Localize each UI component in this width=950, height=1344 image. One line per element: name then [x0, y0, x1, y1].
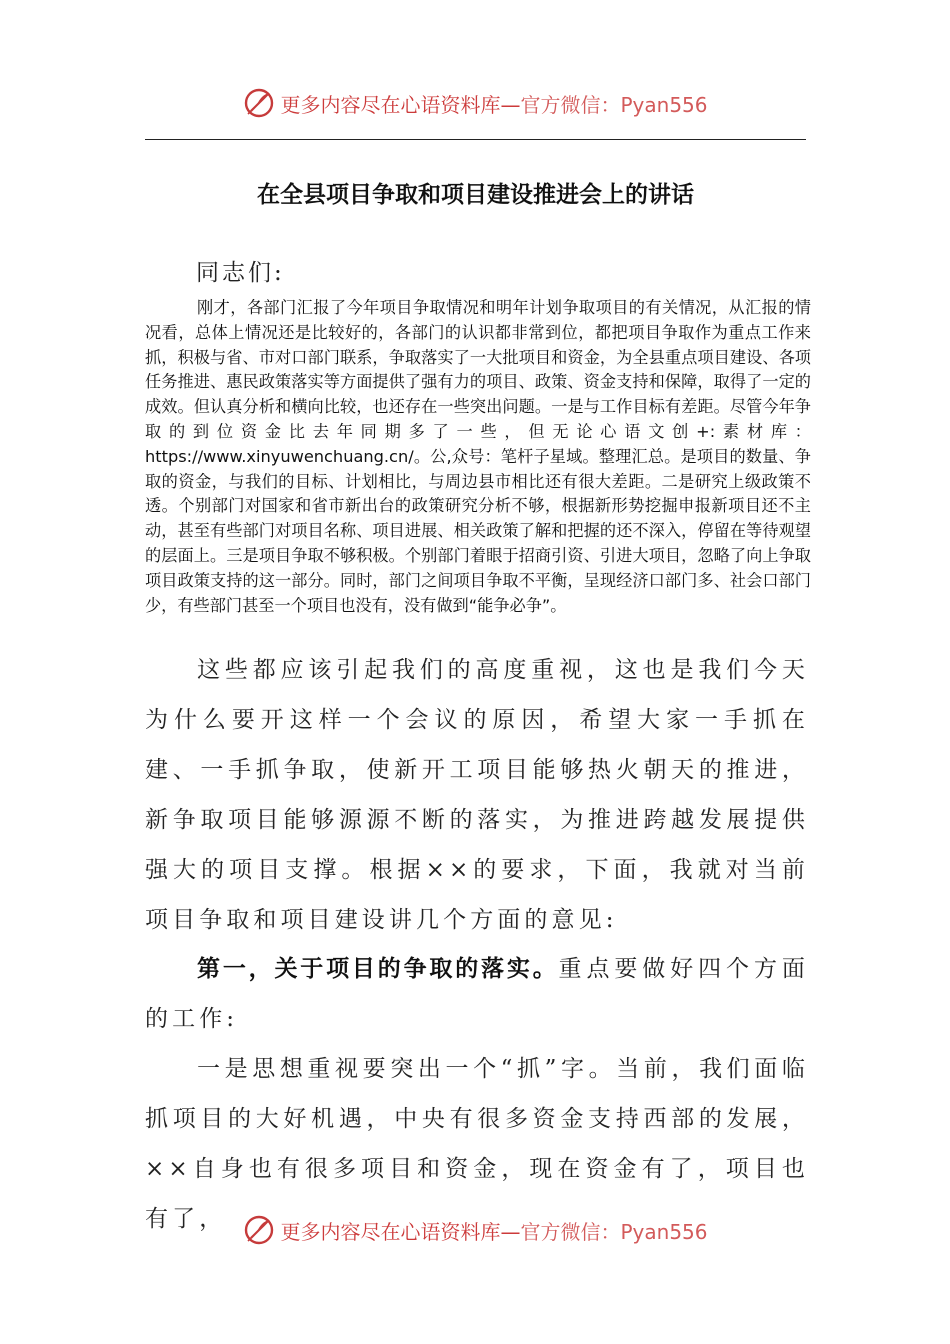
- section-heading: 第一，关于项目的争取的落实。: [197, 956, 559, 982]
- paragraph-3: 一是思想重视要突出一个“抓”字。当前，我们面临抓项目的大好机遇，中央有很多资金支持西部的发展，××自身也有很多项目和资金，现在资金有了，项目也有了，: [145, 1056, 809, 1232]
- watermark-text: 更多内容尽在心语资料库—官方微信：Pyan556: [280, 92, 708, 117]
- header-rule: [145, 139, 806, 140]
- paragraph-2: [145, 944, 809, 1044]
- paragraph-dense: 刚才，各部门汇报了今年项目争取情况和明年计划争取项目的有关情况，从汇报的情况看，总体上情况还是比较好的，各部门的认识都非常到位，都把项目争取作为重点工作来抓，积极与省、市对口部门联系，争取落实了一大批项目和资金，为全县重点项目建设、各项任务推进、惠民政策落实等方面提供了强有力的项目、政策、资金支持和保障，取得了一定的成效。但认真分析和横向比较，也还存在一些突出问题。一是与工作目标有差距。尽管今年争取的到位资金比去年同期多了一些，但无论心语文创+:素材库：https://www.xinyuwenchuang.cn/。公,众号：笔杆子星域。整理汇总。是项目的数量、争取的资金，与我们的目标、计划相比，与周边县市相比还有很大差距。二是研究上级政策不透。个别部门对国家和省市新出台的政策研究分析不够，根据新形势挖掘申报新项目还不主动，甚至有些部门对项目名称、项目进展、相关政策了解和把握的还不深入，停留在等待观望的层面上。三是项目争取不够积极。个别部门着眼于招商引资、引进大项目，忽略了向上争取项目政策支持的这一部分。同时，部门之间项目争取不平衡，呈现经济口部门多、社会口部门少，有些部门甚至一个项目也没有，没有做到“能争必争”。: [145, 298, 811, 615]
- greeting: 同志们:: [196, 260, 285, 286]
- quill-logo-icon: [242, 86, 276, 120]
- section-heading-rest: 重点要做好四个方面的工作:: [145, 956, 809, 1032]
- watermark-text: 更多内容尽在心语资料库—官方微信：Pyan556: [280, 1219, 708, 1244]
- quill-logo-icon: [242, 1213, 276, 1247]
- watermark-banner-top: [0, 83, 950, 123]
- document-title: 在全县项目争取和项目建设推进会上的讲话: [257, 181, 694, 208]
- paragraph-1: 这些都应该引起我们的高度重视，这也是我们今天为什么要开这样一个会议的原因，希望大家一手抓在建、一手抓争取，使新开工项目能够热火朝天的推进，新争取项目能够源源不断的落实，为推进跨越发展提供强大的项目支撑。根据××的要求，下面，我就对当前项目争取和项目建设讲几个方面的意见:: [145, 657, 809, 933]
- watermark-banner-bottom: [0, 1210, 950, 1250]
